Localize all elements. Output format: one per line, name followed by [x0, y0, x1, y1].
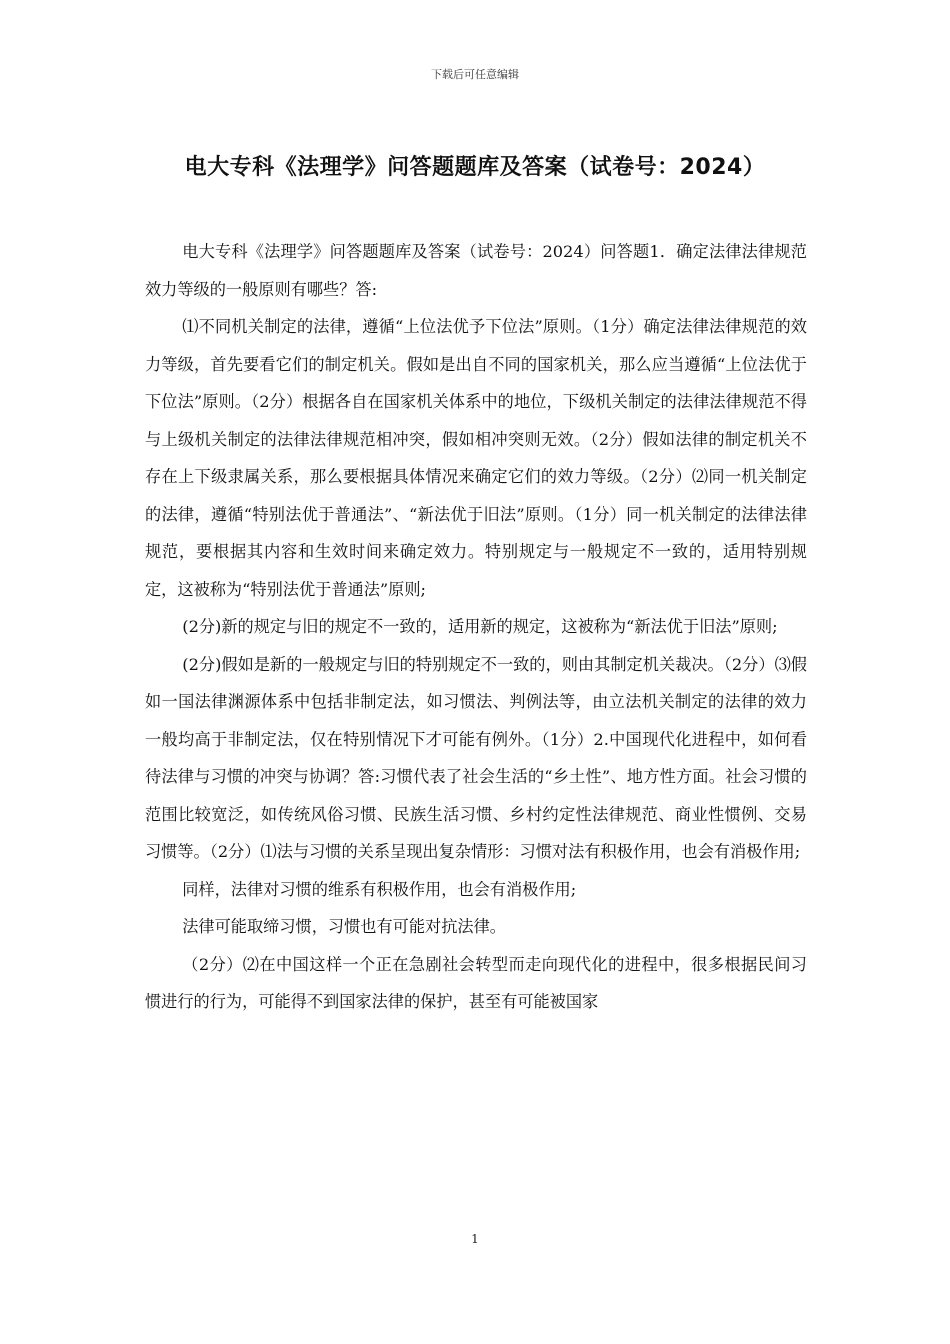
- page-header-note: 下载后可任意编辑: [431, 68, 519, 81]
- paragraph: 同样，法律对习惯的维系有积极作用，也会有消极作用;: [182, 879, 577, 899]
- paragraph: 电大专科《法理学》问答题题库及答案（试卷号：2024）问答题1．确定法律法律规范效力等级的一般原则有哪些？答:: [145, 242, 807, 299]
- paragraph: 法律可能取缔习惯，习惯也有可能对抗法律。: [182, 917, 506, 936]
- paragraph: ⑴不同机关制定的法律，遵循“上位法优予下位法”原则。（1分）确定法律法律规范的效力等级，首先要看它们的制定机关。假如是出自不同的国家机关，那么应当遵循“上位法优于下位法”原则。（2分）根据各自在国家机关体系中的地位，下级机关制定的法律法律规范不得与上级机关制定的法律法律规范相冲突，假如相冲突则无效。（2分）假如法律的制定机关不存在上下级隶属关系，那么要根据具体情况来确定它们的效力等级。（2分）⑵同一机关制定的法律，遵循“特别法优于普通法”、“新法优于旧法”原则。（1分）同一机关制定的法律法律规范，要根据其内容和生效时间来确定效力。特别规定与一般规定不一致的，适用特别规定，这被称为“特别法优于普通法”原则;: [145, 317, 807, 599]
- document-body: [145, 233, 807, 1021]
- paragraph: （2分）⑵在中国这样一个正在急剧社会转型而走向现代化的进程中，很多根据民间习惯进行的行为，可能得不到国家法律的保护，甚至有可能被国家: [145, 954, 807, 1011]
- paragraph: (2分)新的规定与旧的规定不一致的，适用新的规定，这被称为“新法优于旧法”原则;: [182, 617, 778, 636]
- paragraph: (2分)假如是新的一般规定与旧的特别规定不一致的，则由其制定机关裁决。（2分）⑶假如一国法律渊源体系中包括非制定法，如习惯法、判例法等，由立法机关制定的法律的效力一般均高于非制定法，仅在特别情况下才可能有例外。（1分）2.中国现代化进程中，如何看待法律与习惯的冲突与协调？答:习惯代表了社会生活的“乡土性”、地方性方面。社会习惯的范围比较宽泛，如传统风俗习惯、民族生活习惯、乡村约定性法律规范、商业性惯例、交易习惯等。（2分）⑴法与习惯的关系呈现出复杂情形：习惯对法有积极作用，也会有消极作用;: [145, 654, 807, 861]
- document-title: 电大专科《法理学》问答题题库及答案（试卷号：2024）: [184, 155, 766, 180]
- page-number: 1: [471, 1232, 479, 1246]
